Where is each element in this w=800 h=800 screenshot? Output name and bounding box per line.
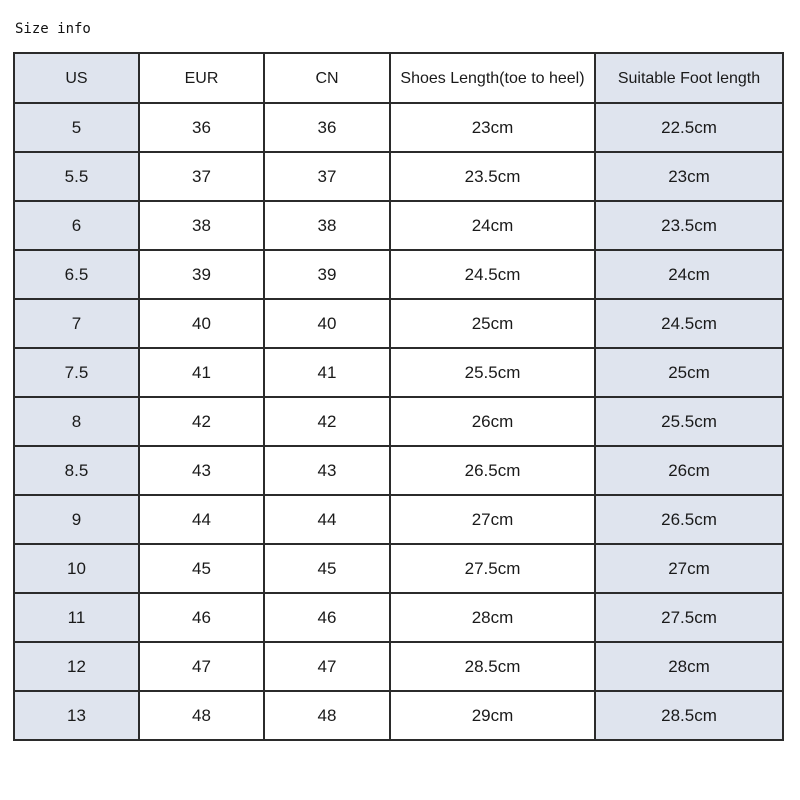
cell-us-size: 6: [14, 201, 139, 250]
cell-cn-size: 43: [264, 446, 390, 495]
cell-cn-size: 40: [264, 299, 390, 348]
page-title: Size info: [15, 21, 91, 37]
cell-cn-size: 42: [264, 397, 390, 446]
table-row: [14, 152, 783, 201]
table-row: [14, 397, 783, 446]
table-row: [14, 201, 783, 250]
cell-us-size: 8.5: [14, 446, 139, 495]
table-row: [14, 446, 783, 495]
cell-suitable-foot-length: 27cm: [595, 544, 783, 593]
cell-us-size: 8: [14, 397, 139, 446]
cell-cn-size: 46: [264, 593, 390, 642]
cell-us-size: 11: [14, 593, 139, 642]
header-eur: EUR: [139, 53, 264, 103]
cell-us-size: 5.5: [14, 152, 139, 201]
cell-eur-size: 43: [139, 446, 264, 495]
header-cn: CN: [264, 53, 390, 103]
cell-shoes-length: 24cm: [390, 201, 595, 250]
cell-cn-size: 47: [264, 642, 390, 691]
table-row: [14, 299, 783, 348]
table-row: [14, 544, 783, 593]
header-us: US: [14, 53, 139, 103]
cell-eur-size: 40: [139, 299, 264, 348]
cell-suitable-foot-length: 23.5cm: [595, 201, 783, 250]
table-row: [14, 495, 783, 544]
cell-eur-size: 48: [139, 691, 264, 740]
cell-us-size: 13: [14, 691, 139, 740]
cell-shoes-length: 26cm: [390, 397, 595, 446]
cell-eur-size: 39: [139, 250, 264, 299]
cell-suitable-foot-length: 27.5cm: [595, 593, 783, 642]
cell-suitable-foot-length: 28cm: [595, 642, 783, 691]
cell-eur-size: 46: [139, 593, 264, 642]
cell-us-size: 10: [14, 544, 139, 593]
cell-cn-size: 37: [264, 152, 390, 201]
cell-cn-size: 41: [264, 348, 390, 397]
cell-suitable-foot-length: 24cm: [595, 250, 783, 299]
cell-suitable-foot-length: 24.5cm: [595, 299, 783, 348]
table-row: [14, 642, 783, 691]
cell-cn-size: 48: [264, 691, 390, 740]
cell-eur-size: 38: [139, 201, 264, 250]
table-header-row: [14, 53, 783, 103]
cell-suitable-foot-length: 25cm: [595, 348, 783, 397]
header-suitable-foot-length: Suitable Foot length: [595, 53, 783, 103]
cell-cn-size: 38: [264, 201, 390, 250]
cell-us-size: 12: [14, 642, 139, 691]
size-chart-table: [13, 52, 784, 741]
cell-suitable-foot-length: 26cm: [595, 446, 783, 495]
cell-cn-size: 45: [264, 544, 390, 593]
header-shoes-length: Shoes Length(toe to heel): [390, 53, 595, 103]
cell-us-size: 7.5: [14, 348, 139, 397]
cell-shoes-length: 25.5cm: [390, 348, 595, 397]
cell-cn-size: 44: [264, 495, 390, 544]
cell-suitable-foot-length: 22.5cm: [595, 103, 783, 152]
table-row: [14, 103, 783, 152]
table-row: [14, 593, 783, 642]
cell-shoes-length: 23cm: [390, 103, 595, 152]
cell-us-size: 7: [14, 299, 139, 348]
cell-eur-size: 36: [139, 103, 264, 152]
cell-eur-size: 42: [139, 397, 264, 446]
cell-cn-size: 36: [264, 103, 390, 152]
cell-suitable-foot-length: 28.5cm: [595, 691, 783, 740]
cell-eur-size: 37: [139, 152, 264, 201]
cell-shoes-length: 27cm: [390, 495, 595, 544]
cell-cn-size: 39: [264, 250, 390, 299]
cell-eur-size: 44: [139, 495, 264, 544]
cell-shoes-length: 28.5cm: [390, 642, 595, 691]
cell-shoes-length: 24.5cm: [390, 250, 595, 299]
cell-eur-size: 45: [139, 544, 264, 593]
cell-shoes-length: 27.5cm: [390, 544, 595, 593]
cell-suitable-foot-length: 23cm: [595, 152, 783, 201]
table-row: [14, 691, 783, 740]
cell-suitable-foot-length: 26.5cm: [595, 495, 783, 544]
cell-eur-size: 41: [139, 348, 264, 397]
cell-shoes-length: 26.5cm: [390, 446, 595, 495]
cell-shoes-length: 28cm: [390, 593, 595, 642]
cell-shoes-length: 25cm: [390, 299, 595, 348]
cell-eur-size: 47: [139, 642, 264, 691]
table-body: [14, 103, 783, 740]
table-row: [14, 250, 783, 299]
cell-us-size: 5: [14, 103, 139, 152]
cell-shoes-length: 29cm: [390, 691, 595, 740]
cell-us-size: 9: [14, 495, 139, 544]
cell-shoes-length: 23.5cm: [390, 152, 595, 201]
table-row: [14, 348, 783, 397]
cell-us-size: 6.5: [14, 250, 139, 299]
cell-suitable-foot-length: 25.5cm: [595, 397, 783, 446]
